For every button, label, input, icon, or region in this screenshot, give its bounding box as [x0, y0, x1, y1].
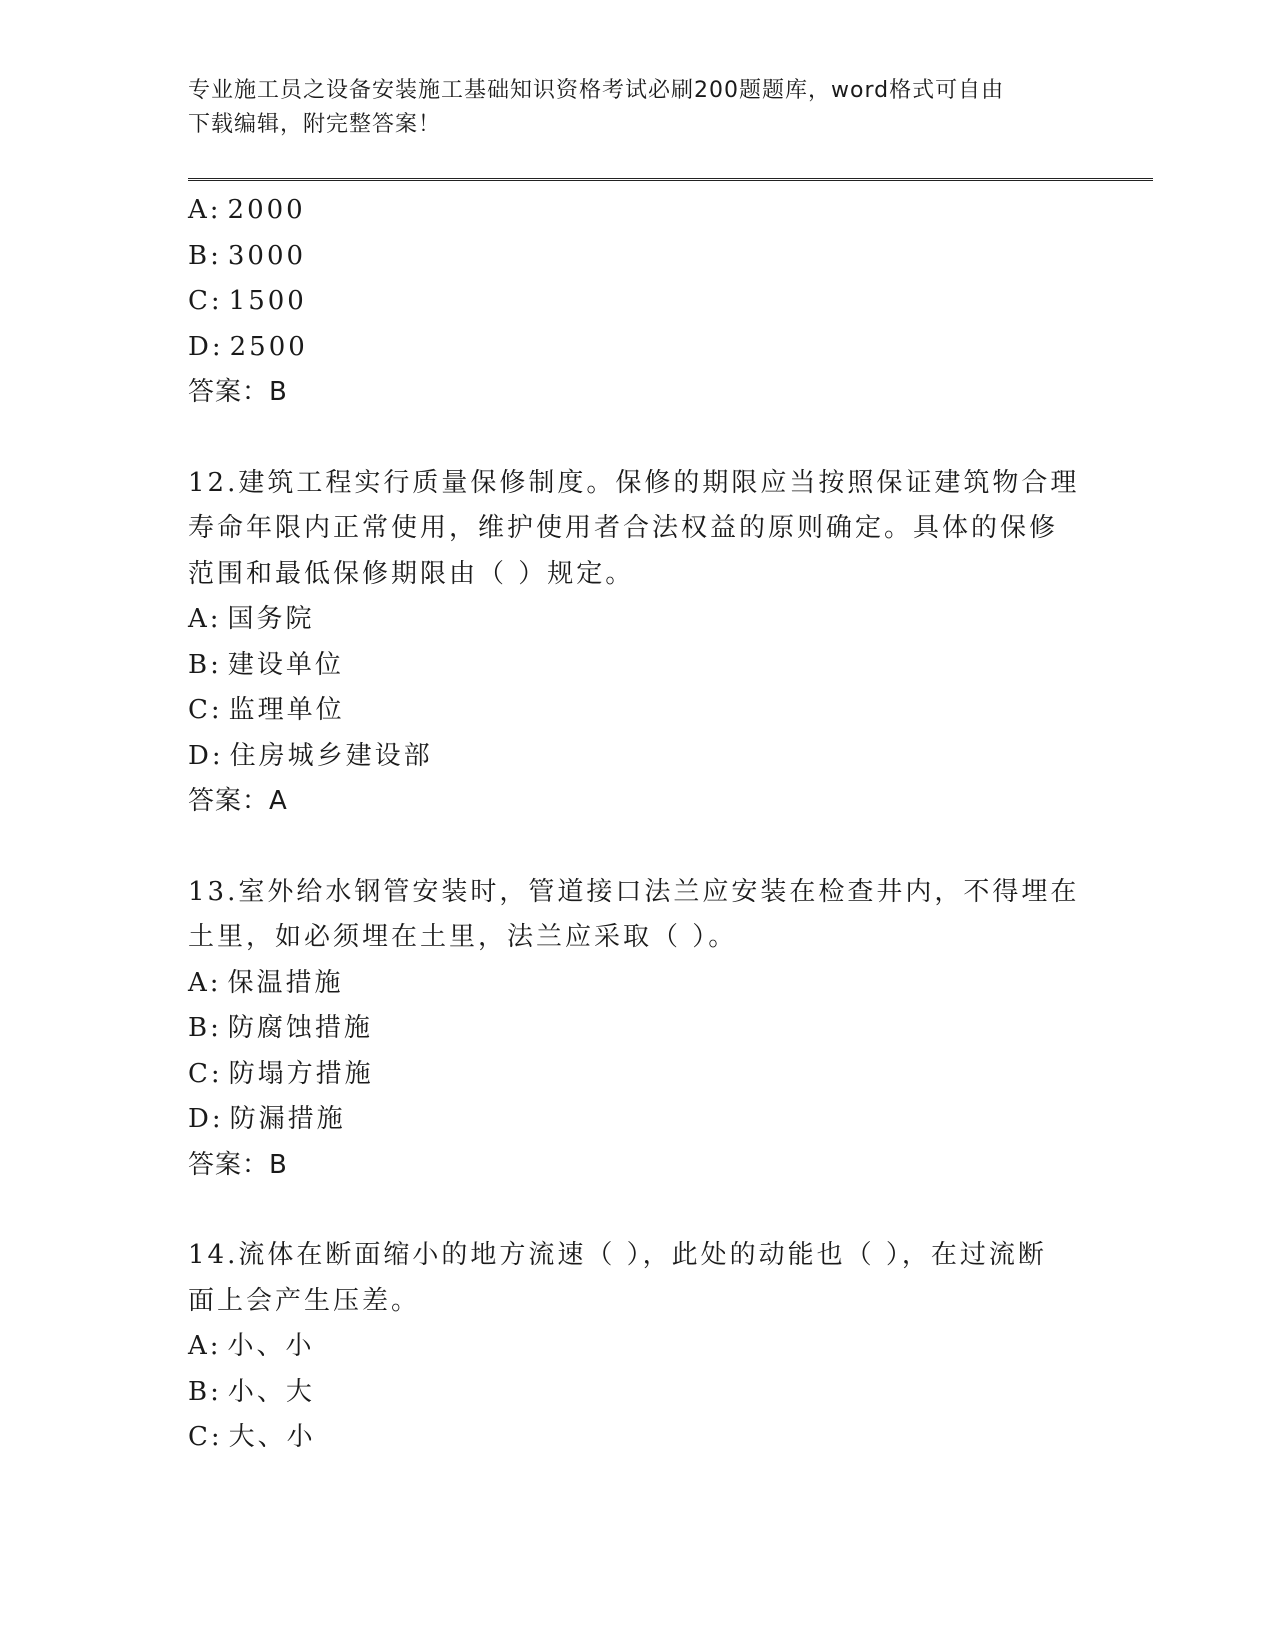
option-c: C: 监理单位: [188, 695, 345, 725]
option-b: B: 防腐蚀措施: [188, 1013, 373, 1043]
question-14: [188, 1233, 1088, 1461]
question-11-tail: [188, 188, 1088, 416]
answer-line: 答案：B: [188, 377, 288, 407]
question-12: [188, 461, 1088, 825]
question-stem: 12.建筑工程实行质量保修制度。保修的期限应当按照保证建筑物合理: [188, 467, 1080, 498]
answer-line: 答案：B: [188, 1149, 288, 1180]
option-b: B: 建设单位: [188, 649, 344, 680]
option-c: C: 大、小: [188, 1422, 316, 1452]
option-b: B: 小、大: [188, 1376, 315, 1407]
question-stem: 寿命年限内正常使用，维护使用者合法权益的原则确定。具体的保修: [188, 513, 1059, 543]
question-stem: 范围和最低保修期限由（ ）规定。: [188, 558, 635, 589]
page-header: [188, 74, 1068, 142]
option-a: A: 国务院: [188, 604, 315, 634]
question-stem: 面上会产生压差。: [188, 1285, 421, 1316]
question-stem: 14.流体在断面缩小的地方流速（ ），此处的动能也（ ），在过流断: [188, 1240, 1047, 1270]
option-d: D: 住房城乡建设部: [188, 740, 433, 771]
header-title-line-2: 下载编辑，附完整答案！: [188, 112, 442, 137]
option-d: D: 防漏措施: [188, 1104, 346, 1134]
header-title-line-1: 专业施工员之设备安装施工基础知识资格考试必刷200题题库，word格式可自由: [188, 78, 1005, 103]
option-d: D: 2500: [188, 331, 308, 362]
option-b: B: 3000: [188, 240, 307, 271]
option-c: C: 防塌方措施: [188, 1058, 374, 1089]
question-content: [188, 188, 1088, 1461]
option-a: A: 保温措施: [188, 967, 344, 998]
question-13: [188, 870, 1088, 1189]
answer-line: 答案：A: [188, 786, 288, 816]
header-divider: [188, 178, 1153, 181]
option-c: C: 1500: [188, 286, 307, 316]
question-stem: 土里，如必须埋在土里，法兰应采取（ ）。: [188, 922, 738, 952]
option-a: A: 2000: [188, 195, 306, 225]
question-stem: 13.室外给水钢管安装时，管道接口法兰应安装在检查井内，不得埋在: [188, 876, 1080, 907]
option-a: A: 小、小: [188, 1331, 315, 1361]
